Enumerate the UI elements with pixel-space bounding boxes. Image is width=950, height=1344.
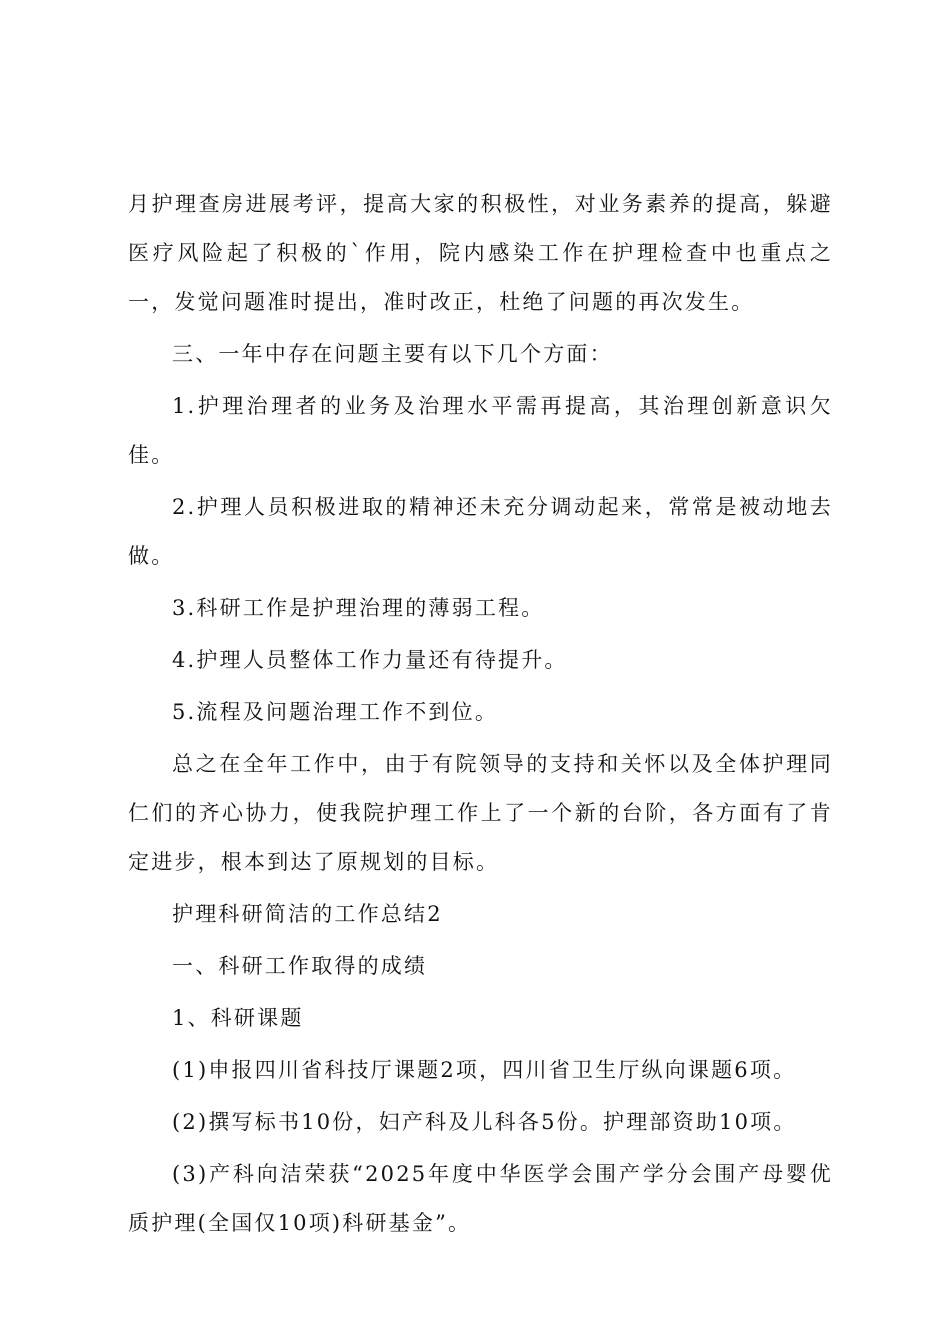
list-item: (2)撰写标书10份，妇产科及儿科各5份。护理部资助10项。 xyxy=(172,1110,797,1134)
list-item: (1)申报四川省科技厅课题2项，四川省卫生厅纵向课题6项。 xyxy=(172,1058,797,1082)
list-item: 2.护理人员积极进取的精神还未充分调动起来，常常是被动地去做。 xyxy=(128,495,833,568)
paragraph: 总之在全年工作中，由于有院领导的支持和关怀以及全体护理同仁们的齐心协力，使我院护理工作上了一个新的台阶，各方面有了肯定进步，根本到达了原规划的目标。 xyxy=(128,752,833,874)
document-body xyxy=(128,180,833,1251)
section-heading-achievements: 一、科研工作取得的成绩 xyxy=(172,954,428,978)
list-item: 5.流程及问题治理工作不到位。 xyxy=(172,700,499,724)
paragraph: 月护理查房进展考评，提高大家的积极性，对业务素养的提高，躲避医疗风险起了积极的`作用，院内感染工作在护理检查中也重点之一，发觉问题准时提出，准时改正，杜绝了问题的再次发生。 xyxy=(128,192,833,314)
list-item: 1.护理治理者的业务及治理水平需再提高，其治理创新意识欠佳。 xyxy=(128,394,833,467)
list-item: 4.护理人员整体工作力量还有待提升。 xyxy=(172,648,568,672)
list-item: (3)产科向洁荣获“2025年度中华医学会围产学分会围产母婴优质护理(全国仅10项)科研基金”。 xyxy=(128,1162,833,1235)
section-heading-problems: 三、一年中存在问题主要有以下几个方面： xyxy=(172,342,613,366)
list-item: 3.科研工作是护理治理的薄弱工程。 xyxy=(172,596,545,620)
subsection-heading: 1、科研课题 xyxy=(172,1006,304,1030)
document-title: 护理科研简洁的工作总结2 xyxy=(172,902,443,926)
